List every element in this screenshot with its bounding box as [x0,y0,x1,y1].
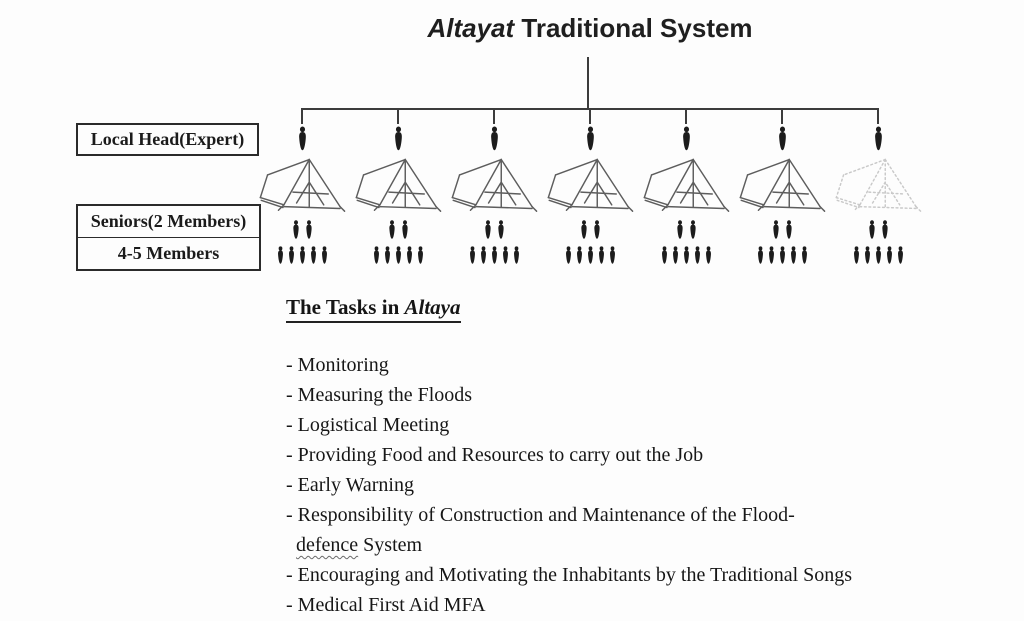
org-column-5 [638,108,734,268]
members-icon-group [371,243,426,268]
person-icon [574,243,585,268]
person-icon [467,243,478,268]
org-column-6 [734,108,830,268]
task-item [286,440,852,470]
person-icon [851,243,862,268]
org-column-3 [446,108,542,268]
tent-wrap [448,155,540,213]
tent-wrap [832,155,924,213]
person-icon [415,243,426,268]
seniors-icon-group [578,220,603,240]
members-icon-group [755,243,810,268]
person-icon [290,220,302,240]
seniors-icon-group [770,220,795,240]
column-connector-line [397,108,399,124]
person-icon [607,243,618,268]
text-segment: - Providing Food and Resources to carry out the Job [286,444,704,466]
person-icon [371,243,382,268]
person-icon [775,126,790,152]
text-segment: - Responsibility of Construction and Maintenance of the Flood- [286,504,795,526]
person-icon [319,243,330,268]
text-segment: - Encouraging and Motivating the Inhabitants by the Traditional Songs [286,564,853,586]
task-item [286,500,852,560]
person-icon [679,126,694,152]
members-icon-group [659,243,714,268]
person-icon [393,243,404,268]
text-segment: defence [296,534,359,556]
person-icon [583,126,598,152]
person-icon [681,243,692,268]
task-item [286,470,852,500]
members-icon-group [467,243,522,268]
text-segment: - Medical First Aid MFA [286,594,486,616]
local-head-icon-group [295,126,310,152]
members-icon-group [275,243,330,268]
text-segment: The Tasks in [286,295,405,319]
tent-icon [352,155,444,213]
org-column-7 [830,108,926,268]
person-icon [862,243,873,268]
person-icon [596,243,607,268]
local-head-icon-group [871,126,886,152]
person-icon [884,243,895,268]
person-icon [487,126,502,152]
person-icon [777,243,788,268]
person-icon [591,220,603,240]
org-column-2 [350,108,446,268]
person-icon [692,243,703,268]
task-item [286,560,852,590]
org-column-1 [254,108,350,268]
seniors-icon-group [386,220,411,240]
person-icon [703,243,714,268]
column-connector-line [493,108,495,124]
person-icon [500,243,511,268]
text-segment: - Logistical Meeting [286,414,450,436]
text-segment: - Monitoring [286,354,389,376]
local-head-icon-group [487,126,502,152]
members-label: 4-5 Members [117,243,220,263]
person-icon [674,220,686,240]
tent-icon [544,155,636,213]
person-icon [495,220,507,240]
page-title [427,13,752,44]
person-icon [755,243,766,268]
person-icon [866,220,878,240]
seniors-members-label-box [76,204,261,271]
person-icon [783,220,795,240]
person-icon [670,243,681,268]
person-icon [788,243,799,268]
local-head-icon-group [583,126,598,152]
task-item [286,380,852,410]
seniors-icon-group [482,220,507,240]
person-icon [578,220,590,240]
seniors-icon-group [290,220,315,240]
person-icon [478,243,489,268]
text-segment: System [358,534,423,556]
person-icon [770,220,782,240]
person-icon [404,243,415,268]
text-segment: Traditional System [514,13,753,43]
task-item [286,590,852,620]
title-connector-line [587,57,589,108]
person-icon [766,243,777,268]
tent-icon [832,155,924,213]
local-head-label: Local Head(Expert) [90,129,245,149]
column-connector-line [301,108,303,124]
person-icon [382,243,393,268]
person-icon [659,243,670,268]
person-icon [511,243,522,268]
seniors-label: Seniors(2 Members) [78,206,259,238]
tent-icon [736,155,828,213]
tent-icon [256,155,348,213]
column-connector-line [685,108,687,124]
person-icon [687,220,699,240]
column-connector-line [877,108,879,124]
seniors-icon-group [674,220,699,240]
task-list [286,350,852,620]
tent-wrap [736,155,828,213]
column-connector-line [781,108,783,124]
person-icon [399,220,411,240]
column-connector-line [589,108,591,124]
tasks-section [286,295,852,620]
text-segment: - Early Warning [286,474,414,496]
tent-wrap [256,155,348,213]
members-icon-group [563,243,618,268]
tent-icon [448,155,540,213]
text-segment: Altayat [427,13,515,43]
text-segment: - Measuring the Floods [286,384,473,406]
person-icon [295,126,310,152]
person-icon [489,243,500,268]
person-icon [799,243,810,268]
person-icon [895,243,906,268]
task-item [286,410,852,440]
tent-wrap [352,155,444,213]
text-segment: Altaya [404,295,461,319]
person-icon [482,220,494,240]
person-icon [308,243,319,268]
person-icon [871,126,886,152]
person-icon [303,220,315,240]
org-chart-columns [254,108,926,268]
person-icon [386,220,398,240]
tent-icon [640,155,732,213]
tent-wrap [544,155,636,213]
person-icon [286,243,297,268]
person-icon [873,243,884,268]
local-head-icon-group [775,126,790,152]
local-head-icon-group [391,126,406,152]
seniors-icon-group [866,220,891,240]
person-icon [297,243,308,268]
person-icon [391,126,406,152]
person-icon [879,220,891,240]
members-icon-group [851,243,906,268]
person-icon [585,243,596,268]
org-column-4 [542,108,638,268]
tent-wrap [640,155,732,213]
local-head-label-box [76,123,259,156]
person-icon [275,243,286,268]
task-item [286,350,852,380]
person-icon [563,243,574,268]
tasks-heading [286,295,461,323]
local-head-icon-group [679,126,694,152]
